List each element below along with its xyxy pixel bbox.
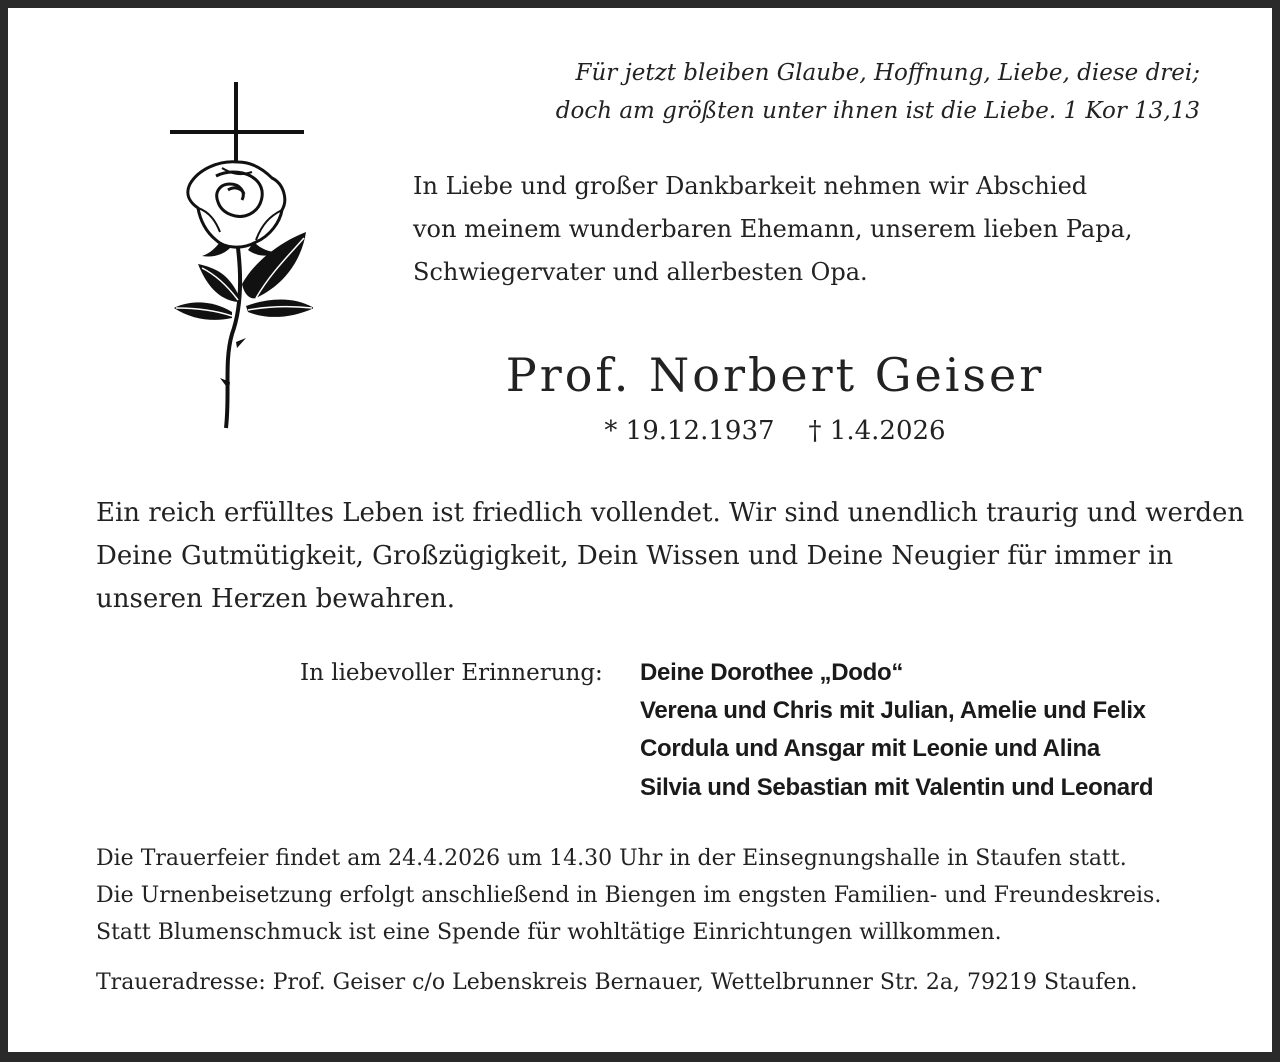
ceremony-line: Die Trauerfeier findet am 24.4.2026 um 14.30 Uhr in der Einsegnungshalle in Staufen statt. — [96, 846, 1127, 871]
life-dates — [8, 416, 1272, 446]
bible-verse-line: Für jetzt bleiben Glaube, Hoffnung, Liebe, diese drei; — [575, 60, 1200, 86]
memory-label: In liebevoller Erinnerung: — [300, 660, 603, 686]
family-member-line: Cordula und Ansgar mit Leonie und Alina — [640, 735, 1100, 762]
obituary-card — [8, 8, 1272, 1052]
birth-date: * 19.12.1937 — [604, 416, 775, 446]
ceremony-line: Die Urnenbeisetzung erfolgt anschließend in Biengen im engsten Familien- und Freundeskreis. — [96, 883, 1162, 908]
tribute-line: Ein reich erfülltes Leben ist friedlich vollendet. Wir sind unendlich traurig und werden — [96, 498, 1245, 528]
mourning-address: Traueradresse: Prof. Geiser c/o Lebenskreis Bernauer, Wettelbrunner Str. 2a, 79219 Staufen. — [96, 970, 1138, 995]
tribute-line: unseren Herzen bewahren. — [96, 584, 455, 614]
deceased-name: Prof. Norbert Geiser — [505, 348, 1045, 402]
intro-line: Schwiegervater und allerbesten Opa. — [413, 258, 868, 286]
family-member-line: Verena und Chris mit Julian, Amelie und Felix — [640, 697, 1146, 724]
ceremony-line: Statt Blumenschmuck ist eine Spende für wohltätige Einrichtungen willkommen. — [96, 920, 1002, 945]
intro-line: von meinem wunderbaren Ehemann, unserem lieben Papa, — [413, 215, 1133, 243]
death-date: † 1.4.2026 — [808, 416, 946, 446]
bible-verse-line: doch am größten unter ihnen ist die Liebe. 1 Kor 13,13 — [555, 98, 1200, 124]
family-member-line: Silvia und Sebastian mit Valentin und Leonard — [640, 774, 1154, 801]
tribute-line: Deine Gutmütigkeit, Großzügigkeit, Dein Wissen und Deine Neugier für immer in — [96, 541, 1174, 571]
family-member-line: Deine Dorothee „Dodo“ — [640, 659, 904, 686]
intro-line: In Liebe und großer Dankbarkeit nehmen wir Abschied — [413, 172, 1088, 200]
